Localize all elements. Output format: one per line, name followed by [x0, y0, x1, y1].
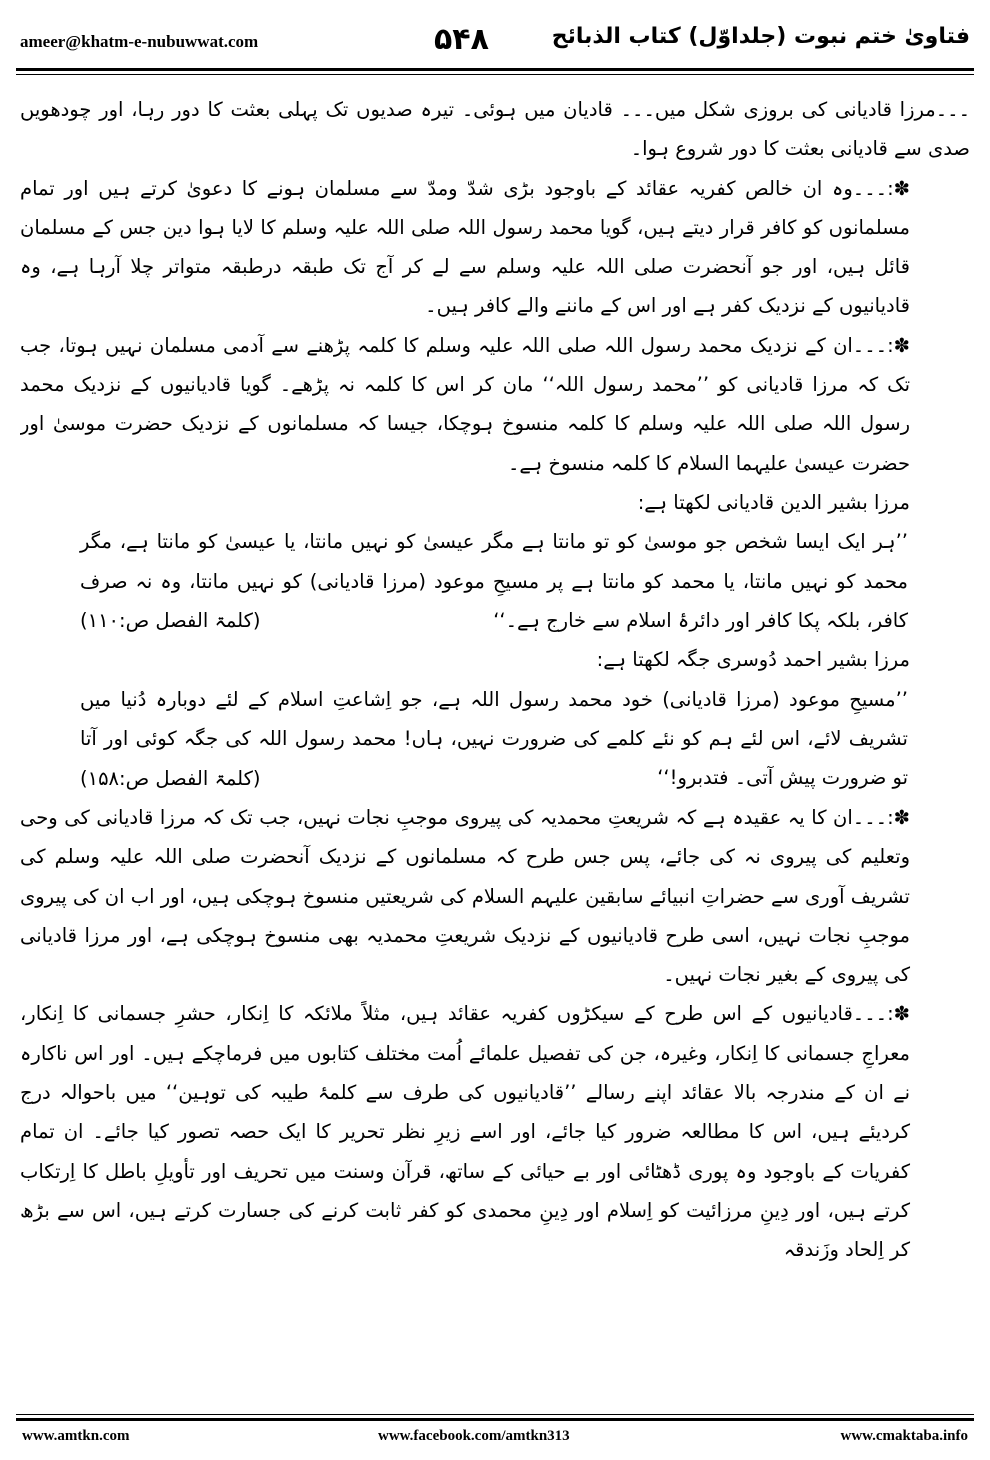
footer-rule-thick [16, 1418, 974, 1421]
paragraph-5: ✽:۔۔۔قادیانیوں کے اس طرح کے سیکڑوں کفریہ عقائد ہیں، مثلاً ملائکہ کا اِنکار، حشرِ جسمانی کا اِنکار، معراجِ جسمانی کا اِنکار، وغیرہ، جن کی تفصیل علمائے اُمت مختلف کتابوں میں فرماچکے ہیں۔ اور اس ناکارہ نے ان کے مندرجہ بالا عقائد اپنے رسالے ’’قادیانیوں کی طرف سے کلمۂ طیبہ کی توہین‘‘ میں باحوالہ درج کردیئے ہیں، اس کا مطالعہ ضرور کیا جائے، اور اسے زیرِ نظر تحریر کا ایک حصہ تصور کیا جائے۔ ان تمام کفریات کے باوجود وہ پوری ڈھٹائی اور بے حیائی کے ساتھ، قرآن وسنت میں تحریف اور تأویلِ باطل کا اِرتکاب کرتے ہیں، اور دِینِ مرزائیت کو اِسلام اور دِینِ محمدی کو کفر ثابت کرنے کی جسارت کرتے ہیں، اس سے بڑھ کر اِلحاد وزَندقہ [20, 1002, 910, 1262]
header-rule-thick [16, 68, 974, 71]
paragraph-3: ✽:۔۔۔ان کے نزدیک محمد رسول اللہ صلی اللہ علیہ وسلم کا کلمہ پڑھنے سے آدمی مسلمان نہیں ہوتا، جب تک کہ مرزا قادیانی کو ’’محمد رسول اللہ‘‘ مان کر اس کا کلمہ نہ پڑھے۔ گویا قادیانیوں کے نزدیک محمد رسول اللہ صلی اللہ علیہ وسلم کا کلمہ منسوخ ہوچکا، جیسا کہ مسلمانوں کے نزدیک حضرت موسیٰ اور حضرت عیسیٰ علیہما السلام کا کلمہ منسوخ ہے۔ [20, 333, 910, 475]
quote-intro-2: مرزا بشیر احمد دُوسری جگہ لکھتا ہے: [596, 648, 910, 672]
footer-link-facebook[interactable]: www.facebook.com/amtkn313 [378, 1428, 570, 1444]
asterisk-bullet-icon: ✽ [893, 176, 910, 200]
footer-rule-thin [16, 1414, 974, 1415]
footer-link-amtkn[interactable]: www.amtkn.com [22, 1428, 130, 1444]
quote-intro-1: مرزا بشیر الدین قادیانی لکھتا ہے: [637, 490, 910, 514]
quote-1: ’’ہر ایک ایسا شخص جو موسیٰ کو تو مانتا ہے مگر عیسیٰ کو نہیں مانتا، یا عیسیٰ کو مانتا ہے، مگر محمد کو نہیں مانتا، یا محمد کو مانتا ہے پر مسیحِ موعود (مرزا قادیانی) کو نہیں مانتا، وہ نہ صرف کافر، بلکہ پکا کافر اور دائرۂ اسلام سے خارج ہے۔‘‘ (کلمۃ الفصل ص:۱۱۰) [20, 522, 970, 640]
paragraph-2: ✽:۔۔۔وہ ان خالص کفریہ عقائد کے باوجود بڑی شدّ ومدّ سے مسلمان ہونے کا دعویٰ کرتے ہیں اور تمام مسلمانوں کو کافر قرار دیتے ہیں، گویا محمد رسول اللہ صلی اللہ علیہ وسلم کا لایا ہوا دین جس کے مسلمان قائل ہیں، اور جو آنحضرت صلی اللہ علیہ وسلم سے لے کر آج تک طبقہ درطبقہ متواتر چلا آرہا ہے، وہ قادیانیوں کے نزدیک کفر ہے اور اس کے ماننے والے کافر ہیں۔ [20, 176, 910, 318]
page-footer [18, 1428, 972, 1448]
page-header [16, 22, 974, 62]
paragraph-1: ۔۔۔مرزا قادیانی کی بروزی شکل میں۔۔۔ قادیان میں ہوئی۔ تیرہ صدیوں تک پہلی بعثت کا دور رہا، اور چودھویں صدی سے قادیانی بعثت کا دور شروع ہوا۔ [20, 98, 970, 161]
asterisk-bullet-icon: ✽ [893, 333, 910, 357]
quote-2: ’’مسیحِ موعود (مرزا قادیانی) خود محمد رسول اللہ ہے، جو اِشاعتِ اسلام کے لئے دوبارہ دُنیا میں تشریف لائے، اس لئے ہم کو نئے کلمے کی ضرورت نہیں، ہاں! محمد رسول اللہ کی جگہ کوئی اور آتا تو ضرورت پیش آتی۔ فتدبرو!‘‘ (کلمۃ الفصل ص:۱۵۸) [20, 680, 970, 798]
footer-link-cmaktaba[interactable]: www.cmaktaba.info [840, 1428, 968, 1444]
header-email: ameer@khatm-e-nubuwwat.com [20, 32, 259, 51]
asterisk-bullet-icon: ✽ [893, 805, 910, 829]
page-body [20, 90, 970, 1412]
paragraph-4: ✽:۔۔۔ان کا یہ عقیدہ ہے کہ شریعتِ محمدیہ کی پیروی موجبِ نجات نہیں، جب تک کہ مرزا قادیانی کی وحی وتعلیم کی پیروی نہ کی جائے، پس جس طرح کہ مسلمانوں کے نزدیک آنحضرت صلی اللہ علیہ وسلم کی تشریف آوری سے حضراتِ انبیائے سابقین علیہم السلام کی شریعتیں منسوخ ہوچکی ہیں، اور اب ان کی پیروی موجبِ نجات نہیں، اسی طرح قادیانیوں کے نزدیک شریعتِ محمدیہ بھی منسوخ ہوچکی ہے، اور مرزا قادیانی کی پیروی کے بغیر نجات نہیں۔ [20, 805, 910, 987]
header-rule-thin [16, 74, 974, 75]
asterisk-bullet-icon: ✽ [893, 1002, 910, 1026]
book-title: فتاویٰ ختم نبوت (جلداوّل) کتاب الذبائح [551, 24, 970, 49]
quote-reference-2: (کلمۃ الفصل ص:۱۵۸) [80, 766, 261, 790]
page-number: ۵۴۸ [434, 22, 489, 57]
quote-reference-1: (کلمۃ الفصل ص:۱۱۰) [80, 609, 261, 633]
